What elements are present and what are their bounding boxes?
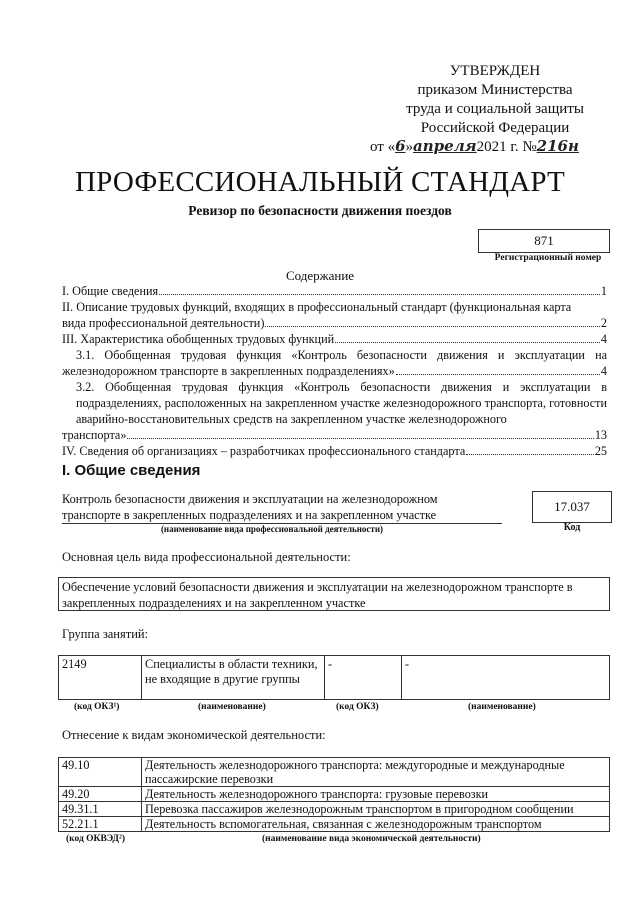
approval-line: труда и социальной защиты [406,101,584,117]
section-title: I. Общие сведения [62,462,201,479]
group-label: Группа занятий: [62,627,149,641]
toc-item[interactable]: III. Характеристика обобщенных трудовых функций 4 [62,332,607,346]
table-row [59,817,610,832]
group-caption: (код ОКЗ¹) [74,702,120,712]
econ-caption: (код ОКВЭД²) [66,834,125,844]
toc-heading: Содержание [285,268,355,283]
approval-line: Российской Федерации [420,120,570,136]
approval-line: приказом Министерства [417,82,573,98]
approval-block [380,62,610,138]
table-of-contents [62,283,607,459]
toc-item[interactable]: 3.1. Обобщенная трудовая функция «Контроль безопасности движения и эксплуатации на железнодорожном транспорте в закрепленных подразделениях» 4 [62,348,607,378]
table-cell: 49.10 [59,758,142,787]
table-cell: 49.31.1 [59,802,142,817]
toc-item[interactable]: I. Общие сведения 1 [62,284,607,298]
table-cell: 52.21.1 [59,817,142,832]
table-cell: Специалисты в области техники, не входящие в другие группы [142,656,325,700]
table-cell: 2149 [59,656,142,700]
registration-label: Регистрационный номер [494,253,602,263]
approval-heading: УТВЕРЖДЕН [449,63,541,79]
group-caption: (код ОКЗ) [336,702,379,712]
economic-activity-table [58,757,610,832]
activity-code-caption: Код [563,522,581,533]
handwritten-day: 6 [395,137,406,155]
table-cell: - [325,656,402,700]
table-row [59,787,610,802]
activity-code: 17.037 [532,491,612,523]
goal-text: Обеспечение условий безопасности движения и эксплуатации на железнодорожном транспорте в закрепленных подразделениях и на закрепленном участке [58,577,610,611]
table-cell: Деятельность железнодорожного транспорта: междугородные и международные пассажирские перевозки [142,758,610,787]
activity-kind: Контроль безопасности движения и эксплуатации на железнодорожном транспорте в закрепленных подразделениях и на закрепленном участке [62,492,438,522]
approval-date: от «6»апреля2021 г. №216н [370,137,579,155]
table-row [59,802,610,817]
table-cell: Деятельность железнодорожного транспорта: грузовые перевозки [142,787,610,802]
group-caption: (наименование) [468,702,536,712]
table-row [59,758,610,787]
group-caption: (наименование) [198,702,266,712]
occupation-group-table [58,655,610,700]
document-subtitle: Ревизор по безопасности движения поездов [188,203,452,218]
toc-item[interactable]: IV. Сведения об организациях – разработчиках профессионального стандарта 25 [62,444,607,458]
table-cell: 49.20 [59,787,142,802]
table-cell: Перевозка пассажиров железнодорожным транспортом в пригородном сообщении [142,802,610,817]
toc-item[interactable]: 3.2. Обобщенная трудовая функция «Контроль безопасности движения и эксплуатации в подразделениях, расположенных на закрепленном участке железнодорожного транспорта, готовности аварийно-восстановительных средств на закрепленном участке железнодорожного транспорта» 13 [62,380,607,442]
activity-kind-caption: (наименование вида профессиональной деятельности) [160,524,384,534]
econ-label: Отнесение к видам экономической деятельности: [62,728,326,742]
toc-item[interactable]: II. Описание трудовых функций, входящих в профессиональный стандарт (функциональная карта вида профессиональной деятельности) 2 [62,300,607,330]
handwritten-number: 216н [536,137,579,155]
table-cell: Деятельность вспомогательная, связанная с железнодорожным транспортом [142,817,610,832]
handwritten-month: апреля [413,137,477,155]
econ-caption: (наименование вида экономической деятельности) [262,834,481,844]
goal-label: Основная цель вида профессиональной деятельности: [62,550,351,564]
registration-number: 871 [478,229,610,253]
document-title: ПРОФЕССИОНАЛЬНЫЙ СТАНДАРТ [75,166,565,198]
table-cell: - [402,656,610,700]
